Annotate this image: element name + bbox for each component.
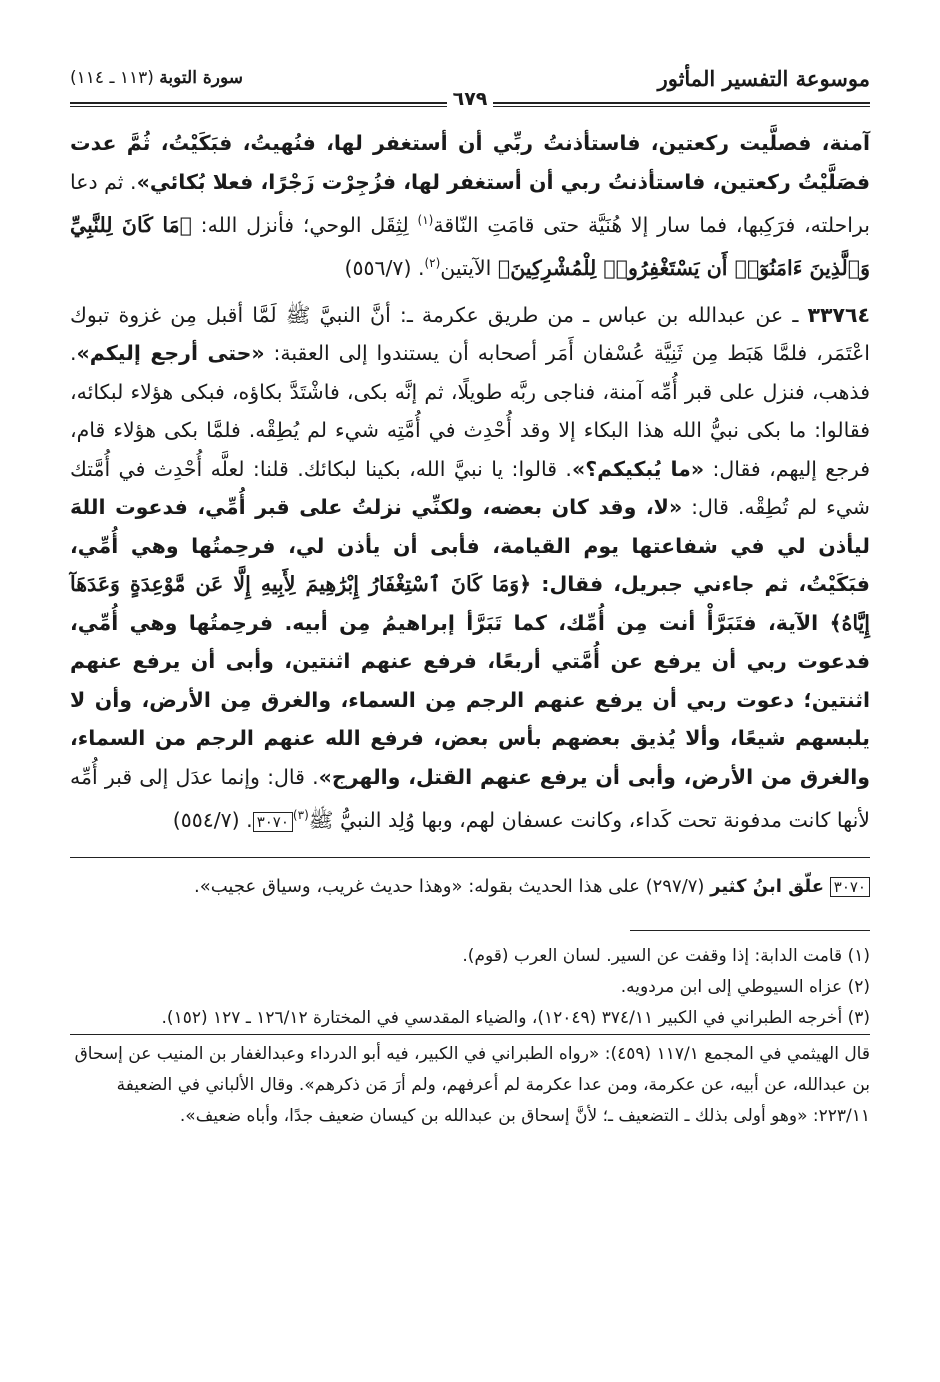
book-title: موسوعة التفسير المأثور — [657, 66, 870, 91]
commentary-reference: (٢٩٧/٧) — [645, 876, 711, 898]
footnote-1: (١) قامت الدابة: إذا وقفت عن السير. لسان العرب (قوم). — [462, 946, 870, 967]
volume-reference: . (٥٥٤/٧) — [172, 807, 253, 832]
hadith-quote: «لا، وقد كان بعضه، ولكنِّي نزلتُ على قبر أُمِّي، فدعوت اللهَ ليأذن لي في شفاعتها يوم القيامة، فأبى أن يأذن لي، فرحِمتُها وهي أُمِّي، فبَكَيْتُ، ثم جاءني جبريل، فقال: — [70, 495, 870, 597]
surah-label — [70, 68, 243, 88]
hadith-quote: آمنة، فصلَّيت ركعتين، فاستأذنتُ ربِّي أن أستغفر لها، فنُهيتُ، فبَكَيْتُ، ثُمَّ عدت فصَلَّيْتُ ركعتين، فاستأذنتُ ربي أن أستغفر لها، فزُجِرْت زَجْرًا، فعلا بُكائي» — [70, 131, 870, 194]
verse-range: (١١٣ ـ ١١٤) — [70, 68, 154, 88]
commentary-author: علّق ابنُ كثير — [710, 876, 825, 898]
page-number-text: ٦٧٩ — [447, 88, 494, 110]
paragraph-hadith — [70, 296, 870, 842]
footnotes — [70, 941, 870, 1132]
surah-name: سورة التوبة — [159, 68, 244, 88]
hadith-quote: الآية، فتَبَرَّأْ أنت مِن أُمِّك، كما تَبَرَّأ إبراهيمُ مِن أبيه. فرحِمتُها وهي أُمِّي، فدعوت ربي أن يرفع عن أُمَّتي أربعًا، فرفع عنهم اثنتين، وأبى أن يرفع عنهم اثنتين؛ دعوت ربي أن يرفع عنهم الرجم مِن السماء، والغرق مِن الأرض، وأن لا يلبسهم شيعًا، وألا يُذيق بعضهم بأس بعض، فرفع الله عنهم الرجم من السماء، والغرق من الأرض، وأبى أن يرفع عنهم القتل، والهرج» — [70, 610, 870, 789]
volume-reference: . (٥٥٦/٧) — [344, 256, 425, 281]
page — [70, 62, 870, 1132]
narration-text: ـ عن عبدالله بن عباس ـ من طريق عكرمة ـ: أنَّ النبيَّ ﷺ لَمَّا أقبل مِن غزوة تبوك اعْتَمَر، فلمَّا هَبَط مِن ثَنِيَّة عُسْفان أَمَر أصحابه أن يستندوا إلى العقبة: — [70, 302, 871, 366]
footnote-3: (٣) أخرجه الطبراني في الكبير ٣٧٤/١١ (١٢٠٤٩)، والضياء المقدسي في المختارة ١٢٦/١٢ ـ ١٢٧ (١٥٢). — [161, 1008, 870, 1029]
paragraph-continuation — [70, 124, 870, 288]
hadith-number: ٣٣٧٦٤ — [807, 302, 870, 327]
commentary-text: على هذا الحديث بقوله: «وهذا حديث غريب، وسياق عجيب». — [194, 876, 646, 898]
commentary-number: ٣٠٧٠ — [830, 877, 870, 897]
running-header — [70, 62, 870, 110]
quran-verse: ﴿مَا كَانَ لِلنَّبِيِّ وَٱلَّذِينَ ءَامَنُوٓا۟ أَن يَسْتَغْفِرُوا۟ لِلْمُشْرِكِينَ﴾ — [70, 212, 870, 281]
commentary-marker: ٣٠٧٠ — [253, 812, 293, 832]
footnote-marker: (١) — [417, 213, 434, 227]
narration-text: . قالوا: يا نبيَّ الله، بكينا لبكائك. قلنا: لعلَّه أُحْدِث في أُمَّتك شيء لم تُطِقْه. قال: — [70, 456, 870, 520]
footnote-3-extension: قال الهيثمي في المجمع ١١٧/١ (٤٥٩): «رواه الطبراني في الكبير، فيه أبو الدرداء وعبدالغفار بن المنيب عن إسحاق بن عبدالله، عن أبيه، عن عكرمة، ومن عدا عكرمة لم أعرفهم، ولم أرَ مَن ذكرهم». وقال الألباني في الضعيفة ٢٢٣/١١: «وهو أولى بذلك ـ التضعيف ـ؛ لأنَّ إسحاق بن عبدالله بن كيسان ضعيف جدًا، وأباه ضعيف». — [70, 1034, 870, 1132]
footnote-marker: (٢) — [424, 256, 441, 271]
footnote-marker: (٣) — [292, 808, 309, 823]
footnote-separator — [630, 930, 870, 931]
narration-text: . فذهب، فنزل على قبر أُمِّه آمنة، فناجى ربَّه طويلًا، ثم إنَّه بكى، فاشْتَدَّ بكاؤه، فبكى هؤلاء لبكائه، فقالوا: ما بكى نبيُّ الله هذا البكاء إلا وقد أُحْدِث في أُمَّتِه شيء لم يُطِقْه. فلمَّا بكى هؤلاء قام، فرجع إليهم، فقال: — [70, 341, 870, 481]
narration-text: الآيتين — [440, 256, 498, 281]
narration-text: . ثم دعا براحلته، فرَكِبها، فما سار إلا هُنَيَّة حتى قامَتِ النّاقة — [70, 169, 870, 237]
hadith-quote: «حتى أرجع إليكم» — [76, 341, 265, 366]
commentary-note — [70, 857, 870, 902]
narration-text: لِثِقَل الوحي؛ فأنزل الله: — [191, 212, 418, 237]
narration-text: . قال: وإنما عدَل إلى قبر أُمِّه لأنها كانت مدفونة تحت كَداء، وكانت عسفان لهم، وبها وُلِد النبيُّ ﷺ — [70, 764, 870, 832]
hadith-quote: «ما يُبكيكم؟» — [571, 456, 705, 481]
quran-verse: ﴿وَمَا كَانَ ٱسْتِغْفَارُ إِبْرَٰهِيمَ لِأَبِيهِ إِلَّا عَن مَّوْعِدَةٍ وَعَدَهَآ إِيَّاهُ﴾ — [70, 572, 870, 635]
footnote-2: (٢) عزاه السيوطي إلى ابن مردويه. — [620, 977, 870, 998]
main-text — [70, 124, 870, 841]
